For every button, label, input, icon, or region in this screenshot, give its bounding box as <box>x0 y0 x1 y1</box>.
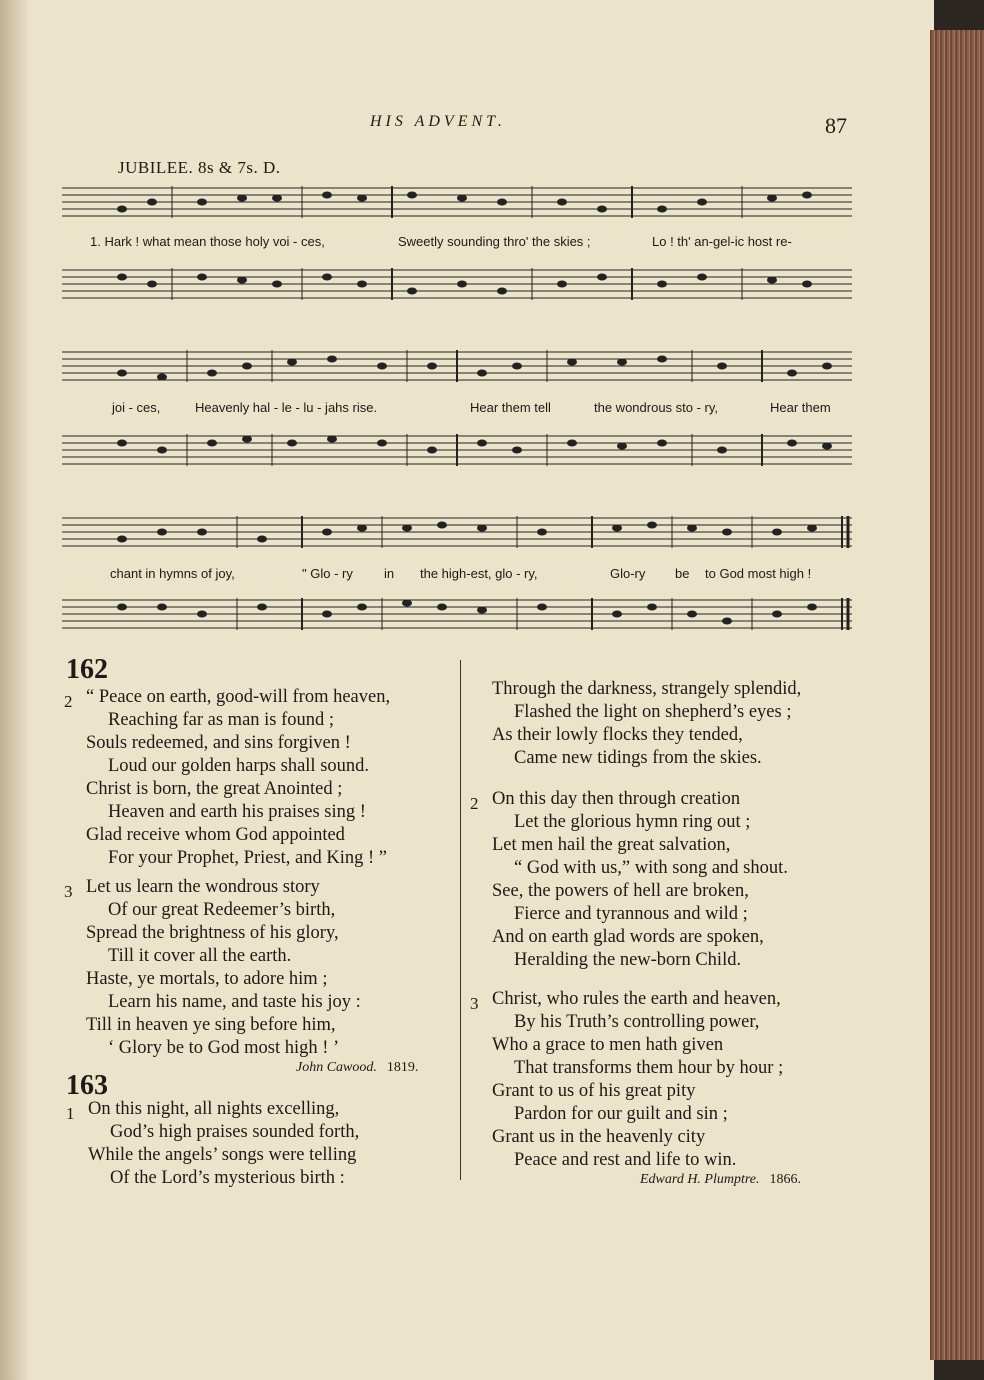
verse-line: Glad receive whom God appointed <box>86 825 345 845</box>
verse-line: On this day then through creation <box>492 789 741 809</box>
verse-line: Heralding the new-born Child. <box>514 950 742 970</box>
bass-staff-2 <box>62 434 852 466</box>
lyric-3b: " Glo - ry <box>302 566 353 581</box>
verse-line: Let men hail the great salvation, <box>492 835 731 855</box>
author-name: John Cawood. <box>296 1060 377 1075</box>
verse-line: Came new tidings from the skies. <box>514 748 762 768</box>
lyric-3c: in <box>384 566 395 581</box>
tune-name: JUBILEE. 8s & 7s. D. <box>118 158 281 177</box>
verse-line: Pardon for our guilt and sin ; <box>514 1104 728 1124</box>
verse-number: 1 <box>66 1104 75 1123</box>
running-title: HIS ADVENT. <box>370 113 506 130</box>
lyric-2d: the wondrous sto - ry, <box>594 400 719 415</box>
verse-number: 3 <box>470 994 479 1013</box>
author-year: 1819. <box>386 1060 419 1075</box>
verse-line: “ God with us,” with song and shout. <box>514 858 788 878</box>
verse-line: Heaven and earth his praises sing ! <box>108 802 366 822</box>
verse-line: Souls redeemed, and sins forgiven ! <box>86 733 351 753</box>
verse-line: Flashed the light on shepherd’s eyes ; <box>514 702 792 722</box>
lyric-1c: Lo ! th' an-gel-ic host re- <box>652 234 792 249</box>
verse-line: “ Peace on earth, good-will from heaven, <box>86 687 391 707</box>
verse-line: Till it cover all the earth. <box>108 946 292 966</box>
verse-line: Till in heaven ye sing before him, <box>86 1015 336 1035</box>
verse-line: ‘ Glory be to God most high ! ’ <box>108 1038 340 1058</box>
verse-number: 2 <box>64 692 73 711</box>
verse-line: Learn his name, and taste his joy : <box>108 992 361 1012</box>
verse-line: Through the darkness, strangely splendid, <box>492 679 802 699</box>
verse-line: Let us learn the wondrous story <box>86 877 320 897</box>
verse-line: That transforms them hour by hour ; <box>514 1058 784 1078</box>
verse-line: Of our great Redeemer’s birth, <box>108 900 336 920</box>
hymn-number-162: 162 <box>66 654 108 685</box>
verse-line: Spread the brightness of his glory, <box>86 923 339 943</box>
treble-staff-2 <box>62 350 852 382</box>
verse-line: Who a grace to men hath given <box>492 1035 724 1055</box>
lyric-3a: chant in hymns of joy, <box>110 566 235 581</box>
verse-line: Peace and rest and life to win. <box>514 1150 737 1170</box>
lyric-1a: 1. Hark ! what mean those holy voi - ces, <box>90 234 325 249</box>
verse-line: Of the Lord’s mysterious birth : <box>110 1168 345 1188</box>
verse-line: And on earth glad words are spoken, <box>492 927 764 947</box>
lyric-2e: Hear them <box>770 400 831 415</box>
verse-line: God’s high praises sounded forth, <box>110 1122 360 1142</box>
bass-staff-3 <box>62 598 852 630</box>
verse-line: Fierce and tyrannous and wild ; <box>514 904 748 924</box>
author-year: 1866. <box>769 1172 802 1187</box>
verse-line: For your Prophet, Priest, and King ! ” <box>108 848 388 868</box>
bass-staff-1 <box>62 268 852 300</box>
verse-line: Reaching far as man is found ; <box>108 710 335 730</box>
verse-line: See, the powers of hell are broken, <box>492 881 749 901</box>
verse-line: Grant to us of his great pity <box>492 1081 696 1101</box>
column-divider <box>460 660 461 1180</box>
lyric-1b: Sweetly sounding thro' the skies ; <box>398 234 591 249</box>
treble-staff-3 <box>62 516 852 548</box>
verse-line: Let the glorious hymn ring out ; <box>514 812 751 832</box>
verse-line: Christ, who rules the earth and heaven, <box>492 989 781 1009</box>
lyric-2c: Hear them tell <box>470 400 551 415</box>
lyric-3e: Glo-ry <box>610 566 646 581</box>
verse-line: As their lowly flocks they tended, <box>492 725 743 745</box>
verse-line: Loud our golden harps shall sound. <box>108 756 370 776</box>
author-attribution <box>640 1172 801 1188</box>
hymn-number-163: 163 <box>66 1070 108 1101</box>
lyric-3d: the high-est, glo - ry, <box>420 566 538 581</box>
verse-line: Haste, ye mortals, to adore him ; <box>86 969 328 989</box>
lyric-2b: Heavenly hal - le - lu - jahs rise. <box>195 400 378 415</box>
lyric-2a: joi - ces, <box>112 400 161 415</box>
verse-line: By his Truth’s controlling power, <box>514 1012 760 1032</box>
verse-number: 3 <box>64 882 73 901</box>
lyric-3g: to God most high ! <box>705 566 812 581</box>
author-name: Edward H. Plumptre. <box>640 1172 760 1187</box>
verse-line: While the angels’ songs were telling <box>88 1145 357 1165</box>
spine-shadow <box>0 0 28 1380</box>
verse-line: Christ is born, the great Anointed ; <box>86 779 343 799</box>
page-number: 87 <box>825 113 847 138</box>
verse-line: On this night, all nights excelling, <box>88 1099 340 1119</box>
verse-line: Grant us in the heavenly city <box>492 1127 706 1147</box>
author-attribution <box>296 1060 418 1076</box>
lyric-3f: be <box>675 566 690 581</box>
verse-number: 2 <box>470 794 479 813</box>
page-edges <box>930 30 984 1360</box>
treble-staff-1 <box>62 186 852 218</box>
